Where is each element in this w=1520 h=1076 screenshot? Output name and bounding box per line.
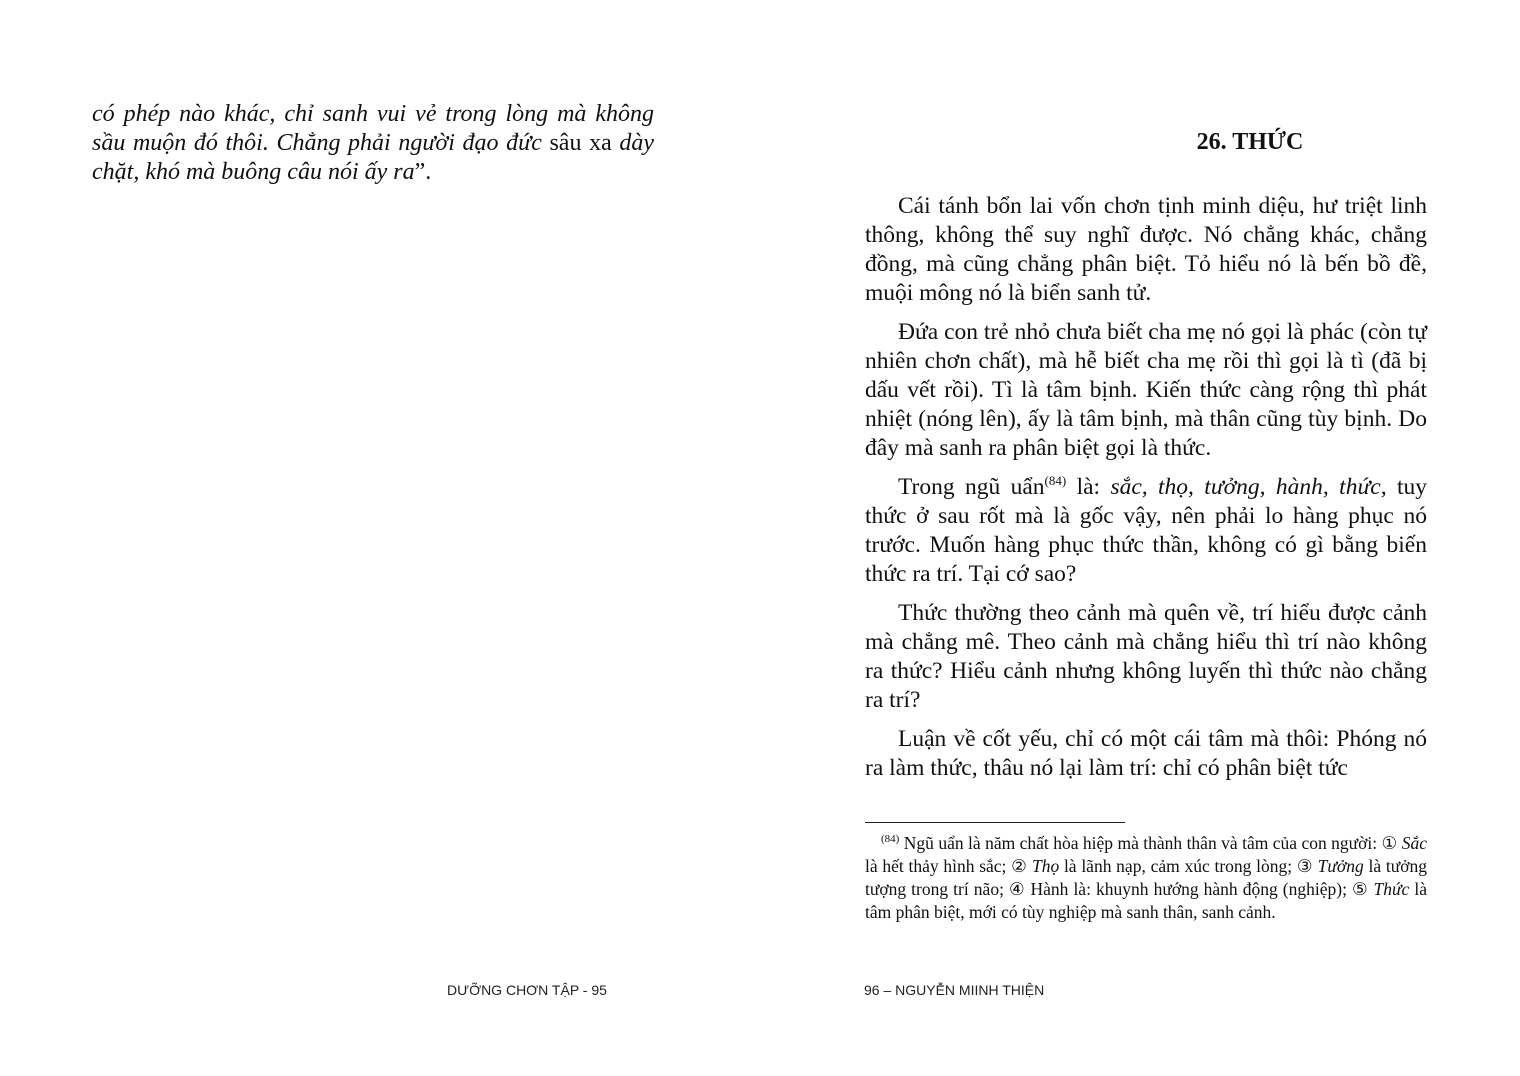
footnote-text: Ngũ uẩn là năm chất hòa hiệp mà thành thân và tâm của con người: ① — [899, 833, 1402, 853]
footnote-term: Sắc — [1401, 833, 1427, 853]
chapter-title: 26. THỨC — [1196, 129, 1304, 155]
footnote — [865, 832, 1427, 924]
footnote-text: là tâm phân biệt, mới có tùy nghiệp mà sanh thân, sanh cảnh. — [865, 879, 1427, 922]
paragraph-5: Luận về cốt yếu, chỉ có một cái tâm mà thôi: Phóng nó ra làm thức, thâu nó lại làm trí: chỉ có phân biệt tức — [865, 726, 1427, 781]
footnote-text: là lãnh nạp, cảm xúc trong lòng; ③ — [1059, 856, 1318, 876]
footnote-divider — [865, 822, 1125, 823]
paragraph-4: Thức thường theo cảnh mà quên về, trí hiểu được cảnh mà chẳng mê. Theo cảnh mà chẳng hiểu thì trí nào không ra thức? Hiểu cảnh nhưng không luyến thì thức nào chẳng ra trí? — [865, 600, 1427, 713]
footnote-reference: (84) — [1044, 473, 1067, 489]
footnote-text: là tưởng tượng trong trí não; ④ Hành là: khuynh hướng hành động (nghiệp); ⑤ — [865, 856, 1427, 899]
footnote-text: là hết thảy hình sắc; ② — [865, 856, 1032, 876]
right-page — [760, 0, 1520, 1076]
paragraph-3-text: Trong ngũ uẩn — [898, 474, 1045, 500]
paragraph-2: Đứa con trẻ nhỏ chưa biết cha mẹ nó gọi là phác (còn tự nhiên chơn chất), mà hễ biết cha mẹ rồi thì gọi là tì (đã bị dấu vết rồi). Tì là tâm bịnh. Kiến thức càng rộng thì phát nhiệt (nóng lên), ấy là tâm bịnh, mà thân cũng tùy bịnh. Do đây mà sanh ra phân biệt gọi là thức. — [865, 319, 1427, 461]
left-page-folio: DƯỠNG CHƠN TẬP - 95 — [447, 982, 607, 998]
chapter-body — [865, 192, 1427, 793]
paragraph-3-text: là: — [1066, 474, 1111, 500]
footnote-marker: (84) — [881, 833, 900, 846]
paragraph-3 — [865, 473, 1427, 589]
left-text-closing-quote: ”. — [414, 159, 432, 185]
paragraph-3-text: tuy thức ở sau rốt mà là gốc vậy, nên phải lo hàng phục nó trước. Muốn hàng phục thức thần, không có gì bằng biến thức ra trí. Tại cớ sao? — [865, 474, 1427, 587]
left-page-text — [92, 100, 654, 187]
left-text-upright-segment: sâu xa — [549, 130, 612, 156]
footnote-term: Thọ — [1031, 856, 1060, 876]
paragraph-1: Cái tánh bổn lai vốn chơn tịnh minh diệu, hư triệt linh thông, không thể suy nghĩ được. Nó chẳng khác, chẳng đồng, mà cũng chẳng phân biệt. Tỏ hiểu nó là bến bồ đề, muội mông nó là biển sanh tử. — [865, 193, 1427, 306]
footnote-term: Tưởng — [1317, 856, 1364, 876]
left-text-segment: có phép nào khác, chỉ sanh vui vẻ trong lòng mà không sầu muộn đó thôi. Chẳng phải người đạo đức — [92, 101, 654, 156]
footnote-term: Thức — [1373, 879, 1410, 899]
paragraph-3-italic-terms: sắc, thọ, tưởng, hành, thức, — [1110, 474, 1387, 500]
right-page-folio: 96 – NGUYỄN MIINH THIỆN — [864, 982, 1045, 998]
left-text-segment: dày chặt, khó mà buông câu nói ấy ra — [92, 130, 654, 185]
